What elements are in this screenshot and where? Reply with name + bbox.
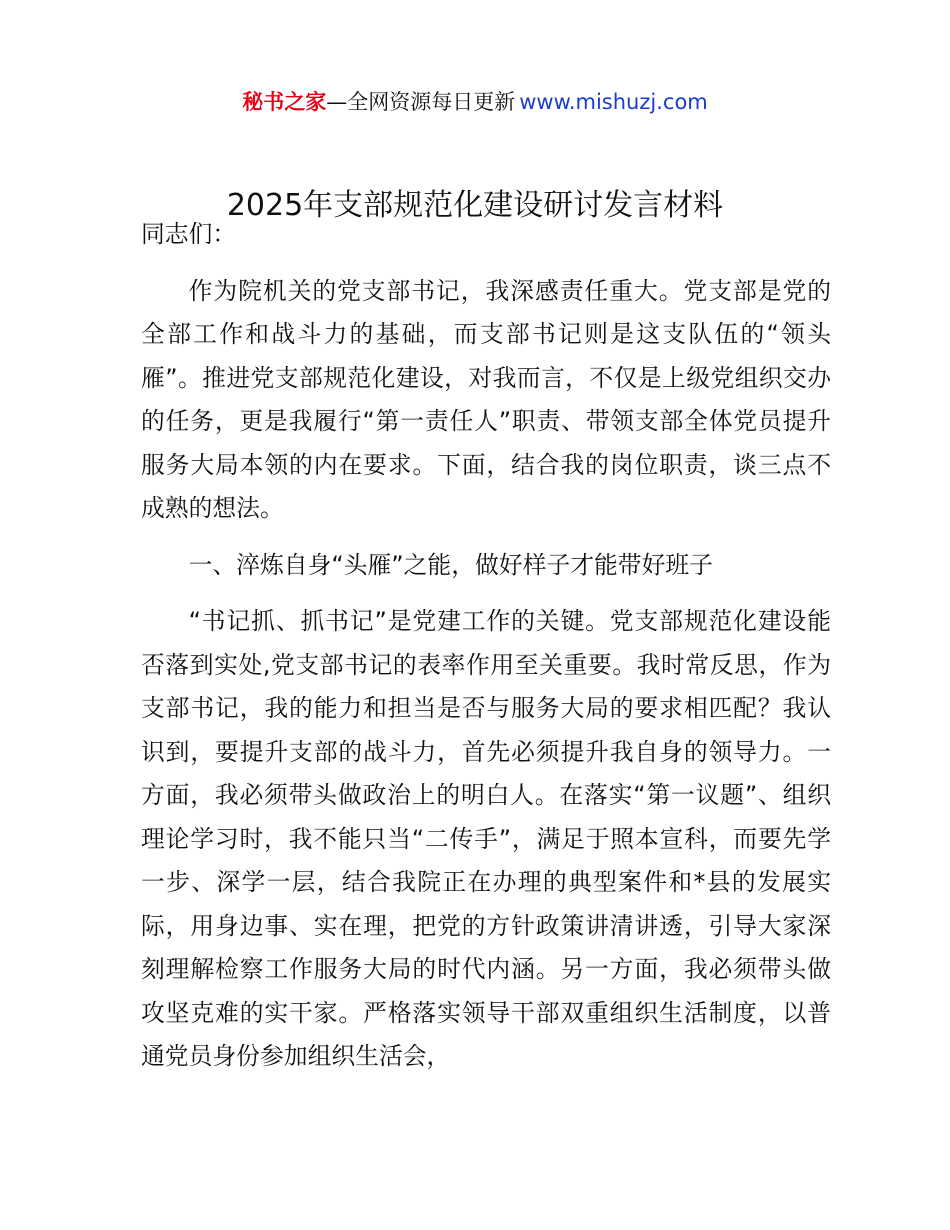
salutation: 同志们： (141, 220, 237, 248)
document-title: 2025年支部规范化建设研讨发言材料 (226, 188, 724, 223)
paragraph-section-1: “书记抓、抓书记”是党建工作的关键。党支部规范化建设能否落到实处,党支部书记的表率作用至关重要。我时常反思，作为支部书记，我的能力和担当是否与服务大局的要求相匹配？我认识到，要提升支部的战斗力，首先必须提升我自身的领导力。一方面，我必须带头做政治上的明白人。在落实“第一议题”、组织理论学习时，我不能只当“二传手”，满足于照本宣科，而要先学一步、深学一层，结合我院正在办理的典型案件和*县的发展实际，用身边事、实在理，把党的方针政策讲清讲透，引导大家深刻理解检察工作服务大局的时代内涵。另一方面，我必须带头做攻坚克难的实干家。严格落实领导干部双重组织生活制度，以普通党员身份参加组织生活会， (141, 607, 831, 1070)
brand-name: 秘书之家 (242, 90, 327, 114)
section-heading-1: 一、淬炼自身“头雁”之能，做好样子才能带好班子 (188, 550, 713, 579)
site-header (0, 86, 950, 118)
paragraph-intro: 作为院机关的党支部书记，我深感责任重大。党支部是党的全部工作和战斗力的基础，而支部书记则是这支队伍的“领头雁”。推进党支部规范化建设，对我而言，不仅是上级党组织交办的任务，更是我履行“第一责任人”职责、带领支部全体党员提升服务大局本领的内在要求。下面，结合我的岗位职责，谈三点不成熟的想法。 (141, 276, 831, 522)
header-tagline: —全网资源每日更新 (326, 90, 516, 114)
document-body (141, 213, 831, 1079)
site-url-link[interactable]: www.mishuzj.com (519, 90, 708, 114)
